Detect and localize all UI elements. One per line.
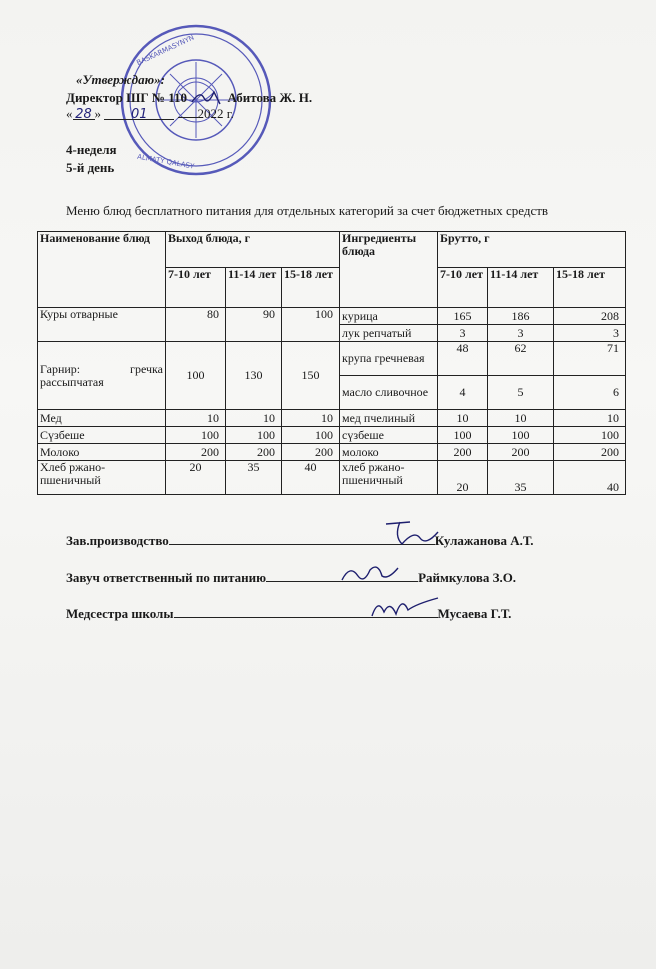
signature-name: Раймкулова З.О. (418, 570, 517, 585)
gross-cell: 10 (488, 410, 554, 427)
gross-cell: 3 (488, 325, 554, 342)
dish-cell: Гарнир: гречка рассыпчатая (38, 342, 166, 410)
output-cell: 20 (166, 461, 226, 495)
signature-scribble-3 (368, 592, 442, 622)
output-cell: 10 (166, 410, 226, 427)
signature-name: Мусаева Г.Т. (437, 606, 512, 621)
output-cell: 100 (226, 427, 282, 444)
gross-cell: 165 (438, 308, 488, 325)
output-cell: 100 (282, 308, 340, 342)
signature-role: Зав.производство (66, 533, 169, 548)
table-row (38, 461, 626, 495)
output-cell: 200 (166, 444, 226, 461)
gross-cell: 40 (554, 461, 626, 495)
approval-date (66, 105, 234, 122)
week-label: 4-неделя (66, 142, 117, 157)
date-day: 28 (73, 107, 95, 120)
output-cell: 100 (166, 427, 226, 444)
dish-cell: Сүзбеше (38, 427, 166, 444)
table-row (38, 342, 626, 376)
signature-nurse (66, 605, 511, 622)
gross-cell: 10 (554, 410, 626, 427)
director-signature (190, 88, 224, 106)
gross-cell: 3 (554, 325, 626, 342)
signature-production-manager (66, 532, 534, 549)
output-cell: 80 (166, 308, 226, 342)
dish-cell: Куры отварные (38, 308, 166, 342)
ingredient-cell: лук репчатый (340, 325, 438, 342)
signature-deputy (66, 569, 516, 586)
ingredient-cell: курица (340, 308, 438, 325)
date-year: 2022 г. (197, 106, 234, 121)
age-header: 15-18 лет (282, 268, 340, 308)
age-header: 11-14 лет (488, 268, 554, 308)
gross-cell: 62 (488, 342, 554, 376)
output-cell: 100 (166, 342, 226, 410)
gross-cell: 4 (438, 376, 488, 410)
gross-cell: 5 (488, 376, 554, 410)
signature-role: Завуч ответственный по питанию (66, 570, 267, 585)
gross-cell: 3 (438, 325, 488, 342)
gross-cell: 20 (438, 461, 488, 495)
gross-cell: 200 (438, 444, 488, 461)
menu-table (37, 231, 626, 495)
date-close-quote: » (94, 106, 101, 121)
age-header: 7-10 лет (166, 268, 226, 308)
output-cell: 90 (226, 308, 282, 342)
gross-cell: 208 (554, 308, 626, 325)
table-row (38, 410, 626, 427)
ingredient-cell: крупа гречневая (340, 342, 438, 376)
gross-cell: 186 (488, 308, 554, 325)
output-cell: 200 (282, 444, 340, 461)
director-line (66, 88, 312, 106)
svg-text:ALMATY QALASY: ALMATY QALASY (136, 152, 195, 171)
signature-scribble-2 (338, 560, 402, 588)
gross-cell: 35 (488, 461, 554, 495)
table-row (38, 308, 626, 325)
output-cell: 40 (282, 461, 340, 495)
ingredient-cell: молоко (340, 444, 438, 461)
director-name: Абитова Ж. Н. (227, 90, 313, 105)
svg-text:BASKARMASYNYN: BASKARMASYNYN (135, 33, 196, 68)
signature-name: Кулажанова А.Т. (434, 533, 534, 548)
date-open-quote: « (66, 106, 73, 121)
director-title: Директор ШГ № 110 (66, 90, 188, 105)
signature-scribble-1 (380, 516, 446, 550)
menu-title: Меню блюд бесплатного питания для отдельных категорий за счет бюджетных средств (66, 203, 549, 218)
col-gross-header: Брутто, г (438, 232, 626, 268)
ingredient-cell: мед пчелиный (340, 410, 438, 427)
ingredient-cell: сүзбеше (340, 427, 438, 444)
date-blank (178, 105, 198, 118)
col-ingredients-header: Ингредиенты блюда (340, 232, 438, 308)
output-cell: 35 (226, 461, 282, 495)
output-cell: 10 (226, 410, 282, 427)
ingredient-cell: масло сливочное (340, 376, 438, 410)
gross-cell: 48 (438, 342, 488, 376)
col-dish-header: Наименование блюд (38, 232, 166, 308)
date-month: 01 (104, 107, 174, 120)
ingredient-cell: хлеб ржано-пшеничный (340, 461, 438, 495)
dish-cell: Хлеб ржано-пшеничный (38, 461, 166, 495)
day-label: 5-й день (66, 160, 115, 175)
gross-cell: 100 (554, 427, 626, 444)
gross-cell: 6 (554, 376, 626, 410)
gross-cell: 100 (438, 427, 488, 444)
gross-cell: 200 (554, 444, 626, 461)
approval-heading: «Утверждаю»: (76, 72, 165, 87)
output-cell: 150 (282, 342, 340, 410)
gross-cell: 10 (438, 410, 488, 427)
output-cell: 130 (226, 342, 282, 410)
output-cell: 100 (282, 427, 340, 444)
table-row (38, 427, 626, 444)
dish-cell: Мед (38, 410, 166, 427)
col-output-header: Выход блюда, г (166, 232, 340, 268)
table-row (38, 444, 626, 461)
output-cell: 200 (226, 444, 282, 461)
gross-cell: 200 (488, 444, 554, 461)
gross-cell: 100 (488, 427, 554, 444)
age-header: 11-14 лет (226, 268, 282, 308)
gross-cell: 71 (554, 342, 626, 376)
age-header: 7-10 лет (438, 268, 488, 308)
output-cell: 10 (282, 410, 340, 427)
dish-cell: Молоко (38, 444, 166, 461)
signature-role: Медсестра школы (66, 606, 174, 621)
age-header: 15-18 лет (554, 268, 626, 308)
